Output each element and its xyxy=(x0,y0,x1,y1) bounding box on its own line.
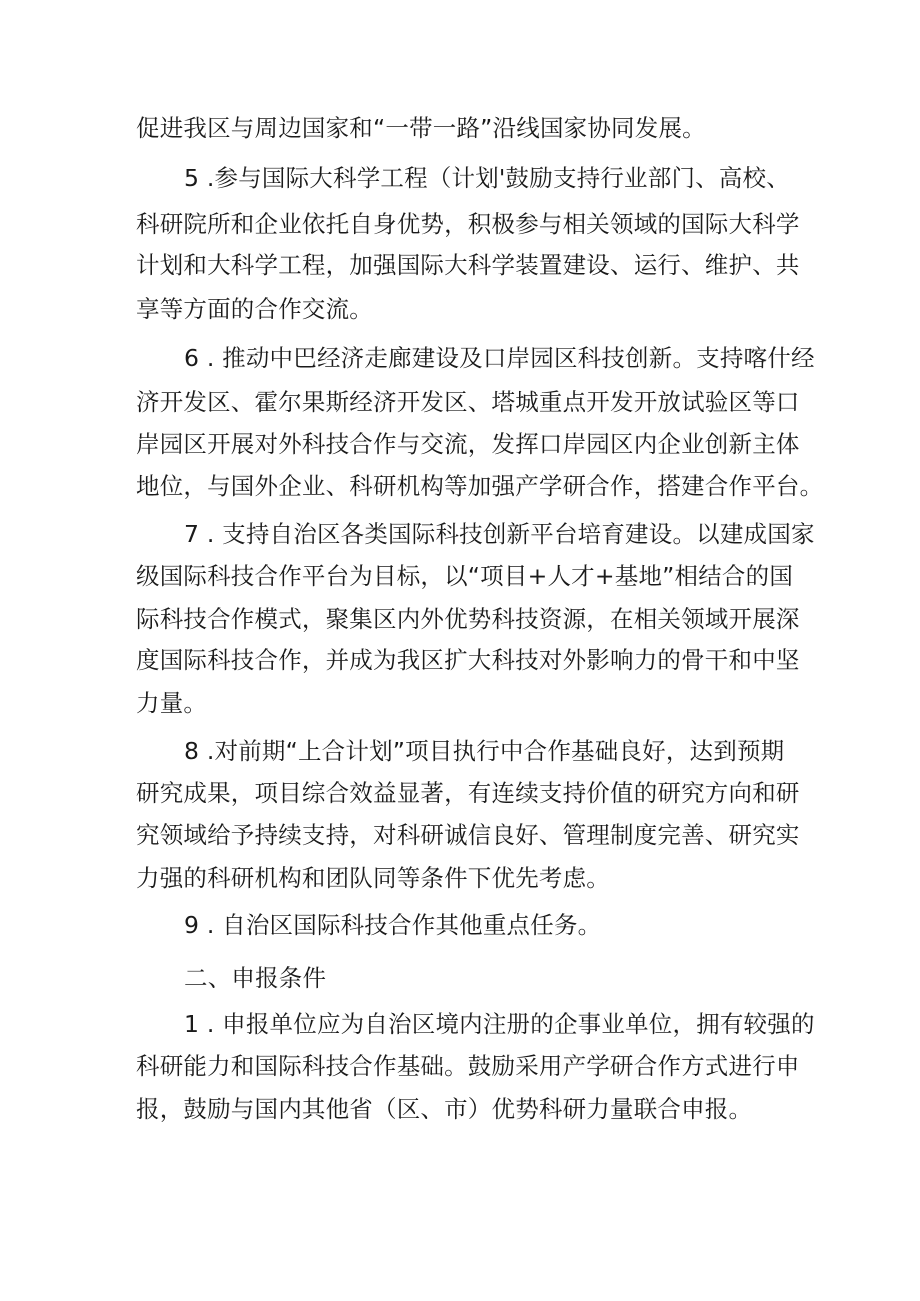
text-line: 岸园区开展对外科技合作与交流，发挥口岸园区内企业创新主体 xyxy=(136,430,800,458)
text-line: 计划和大科学工程，加强国际大科学装置建设、运行、维护、共 xyxy=(136,251,800,279)
text-line: 地位，与国外企业、科研机构等加强产学研合作，搭建合作平台。 xyxy=(136,472,824,500)
text-line: 科研院所和企业依托自身优势，积极参与相关领域的国际大科学 xyxy=(136,210,800,238)
text-line: 力量。 xyxy=(136,689,208,717)
text-line: 8 .对前期“上合计划”项目执行中合作基础良好，达到预期 xyxy=(184,737,785,765)
text-line: 力强的科研机构和团队同等条件下优先考虑。 xyxy=(136,864,610,892)
text-line: 科研能力和国际科技合作基础。鼓励采用产学研合作方式进行申 xyxy=(136,1052,800,1080)
text-line: 9 . 自治区国际科技合作其他重点任务。 xyxy=(184,911,602,939)
section-heading: 二、申报条件 xyxy=(184,964,327,992)
text-line: 究领域给予持续支持，对科研诚信良好、管理制度完善、研究实 xyxy=(136,821,800,849)
text-line: 7 . 支持自治区各类国际科技创新平台培育建设。以建成国家 xyxy=(184,520,815,548)
text-line: 5 .参与国际大科学工程（计划'鼓励支持行业部门、高校、 xyxy=(184,164,790,192)
text-line: 研究成果，项目综合效益显著，有连续支持价值的研究方向和研 xyxy=(136,779,800,807)
text-line: 际科技合作模式，聚集区内外优势科技资源，在相关领域开展深 xyxy=(136,605,800,633)
text-line: 级国际科技合作平台为目标，以“项目+人才+基地”相结合的国 xyxy=(136,562,794,590)
text-line: 6 . 推动中巴经济走廊建设及口岸园区科技创新。支持喀什经 xyxy=(184,344,815,372)
text-line: 1 . 申报单位应为自治区境内注册的企事业单位，拥有较强的 xyxy=(184,1010,815,1038)
text-line: 济开发区、霍尔果斯经济开发区、塔城重点开发开放试验区等口 xyxy=(136,388,800,416)
text-line: 度国际科技合作，并成为我区扩大科技对外影响力的骨干和中坚 xyxy=(136,646,800,674)
text-line: 享等方面的合作交流。 xyxy=(136,295,373,323)
text-line: 报，鼓励与国内其他省（区、市）优势科研力量联合申报。 xyxy=(136,1095,753,1123)
text-line: 促进我区与周边国家和“一带一路”沿线国家协同发展。 xyxy=(136,114,706,142)
